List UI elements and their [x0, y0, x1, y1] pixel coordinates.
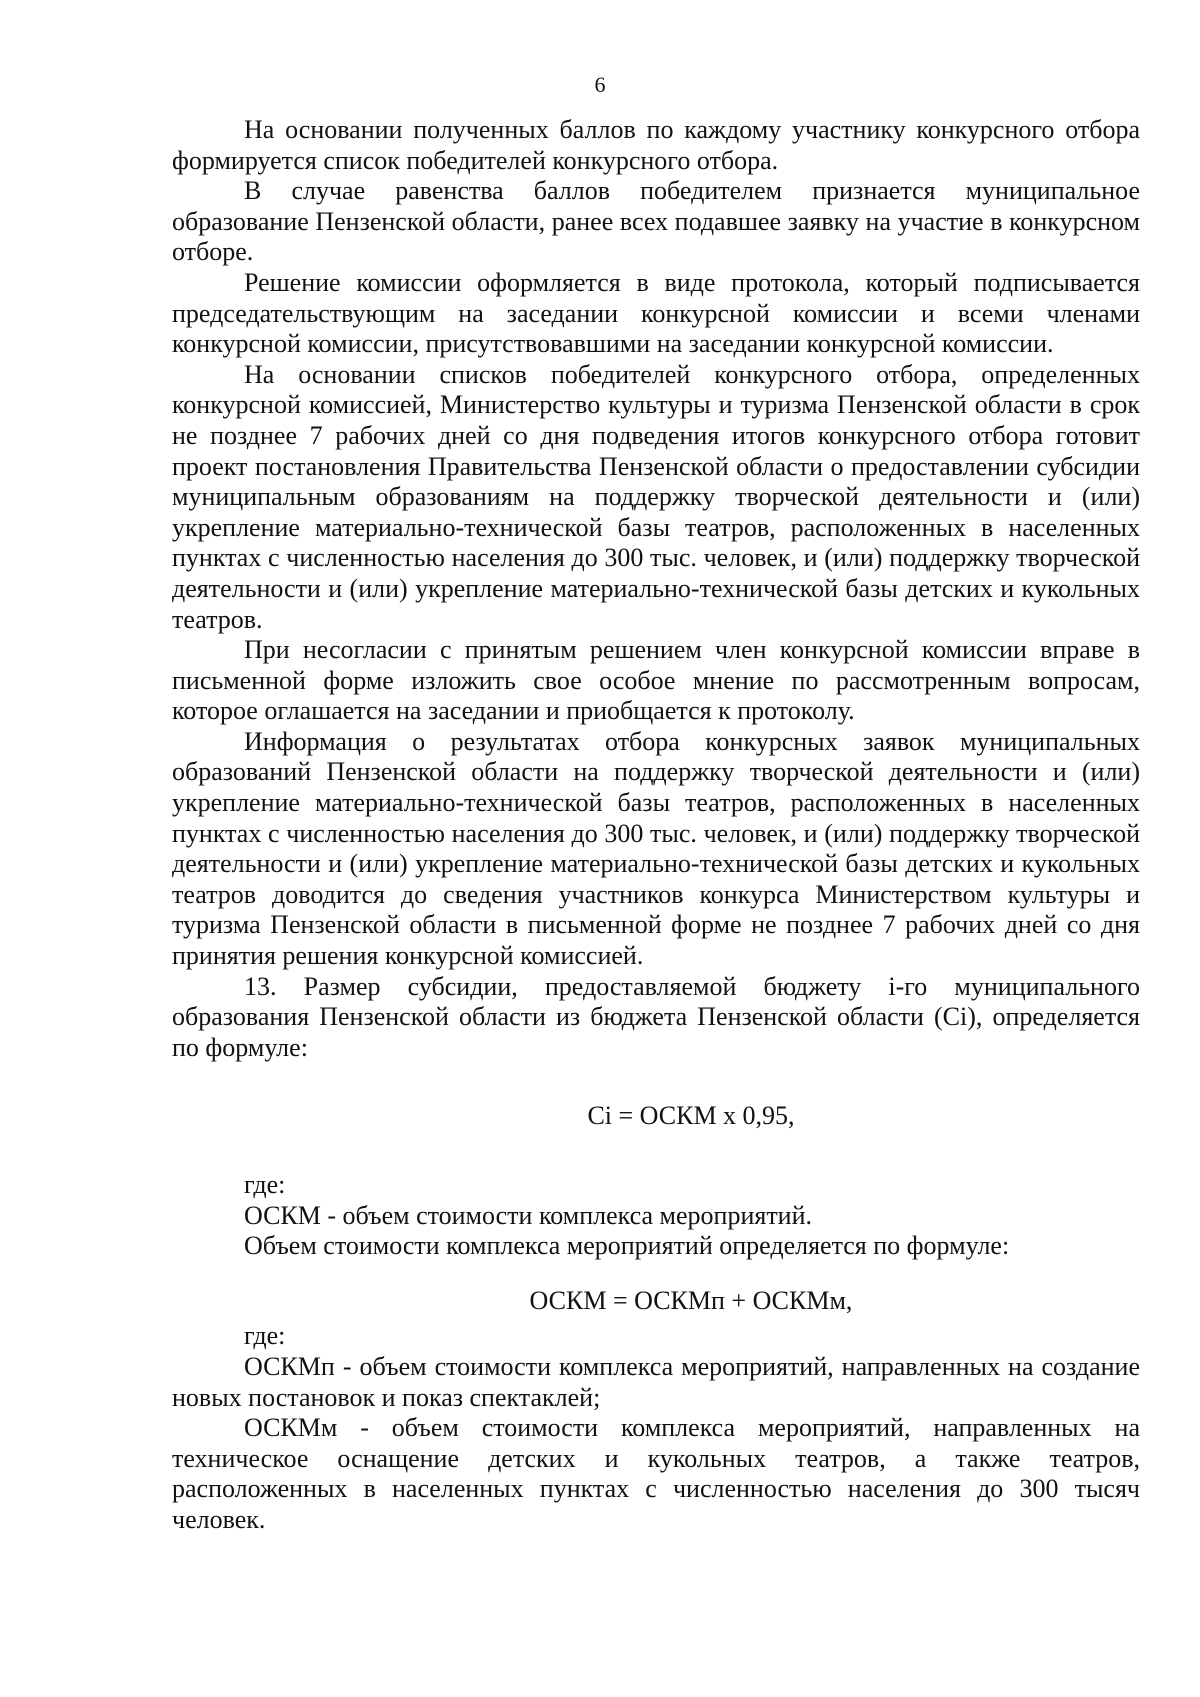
formula-subsidy: Ci = ОСКМ х 0,95, — [587, 1101, 795, 1131]
paragraph-results-information: Информация о результатах отбора конкурсных заявок муниципальных образований Пензенской области на поддержку творческой деятельности и (или) укрепление материально-технической базы театров, расположенных в населенных пунктах с численностью населения до 300 тыс. человек, и (или) поддержку творческой деятельности и (или) укрепление материально-технической базы детских и кукольных театров доводится до сведения участников конкурса Министерством культуры и туризма Пензенской области в письменной форме не позднее 7 рабочих дней со дня принятия решения конкурсной комиссией. — [172, 726, 1140, 971]
page-number: 6 — [594, 72, 606, 97]
formula-oskm: ОСКМ = ОСКМп + ОСКМм, — [529, 1285, 853, 1315]
paragraph-winners-list: На основании полученных баллов по каждому участнику конкурсного отбора формируется список победителей конкурсного отбора. — [172, 115, 1140, 175]
document-body — [172, 115, 1140, 1536]
paragraph-commission-decision: Решение комиссии оформляется в виде протокола, который подписывается председательствующим на заседании конкурсной комиссии и всеми членами конкурсной комиссии, присутствовавшими на заседании конкурсной комиссии. — [172, 267, 1140, 359]
definition-oskm: ОСКМ - объем стоимости комплекса мероприятий. — [244, 1200, 813, 1230]
paragraph-subsidy-size: 13. Размер субсидии, предоставляемой бюджету i-го муниципального образования Пензенской области из бюджета Пензенской области (Ci), определяется по формуле: — [172, 971, 1140, 1062]
formula-intro: Объем стоимости комплекса мероприятий определяется по формуле: — [244, 1231, 1010, 1261]
paragraph-equal-scores: В случае равенства баллов победителем признается муниципальное образование Пензенской области, ранее всех подавшее заявку на участие в конкурсном отборе. — [172, 176, 1140, 267]
paragraph-resolution-draft: На основании списков победителей конкурсного отбора, определенных конкурсной комиссией, Министерство культуры и туризма Пензенской области в срок не позднее 7 рабочих дней со дня подведения итогов конкурсного отбора готовит проект постановления Правительства Пензенской области о предоставлении субсидии муниципальным образованиям на поддержку творческой деятельности и (или) укрепление материально-технической базы театров, расположенных в населенных пунктах с численностью населения до 300 тыс. человек, и (или) поддержку творческой деятельности и (или) укрепление материально-технической базы детских и кукольных театров. — [172, 359, 1140, 634]
definition-oskmp: ОСКМп - объем стоимости комплекса мероприятий, направленных на создание новых постановок и показ спектаклей; — [172, 1351, 1140, 1412]
where-label-2: где: — [244, 1321, 286, 1351]
where-label-1: где: — [244, 1170, 286, 1199]
paragraph-dissent-opinion: При несогласии с принятым решением член конкурсной комиссии вправе в письменной форме изложить свое особое мнение по рассмотренным вопросам, которое оглашается на заседании и приобщается к протоколу. — [172, 635, 1140, 726]
definition-oskmm: ОСКМм - объем стоимости комплекса мероприятий, направленных на техническое оснащение детских и кукольных театров, а также театров, расположенных в населенных пунктах с численностью населения до 300 тысяч человек. — [172, 1413, 1140, 1534]
